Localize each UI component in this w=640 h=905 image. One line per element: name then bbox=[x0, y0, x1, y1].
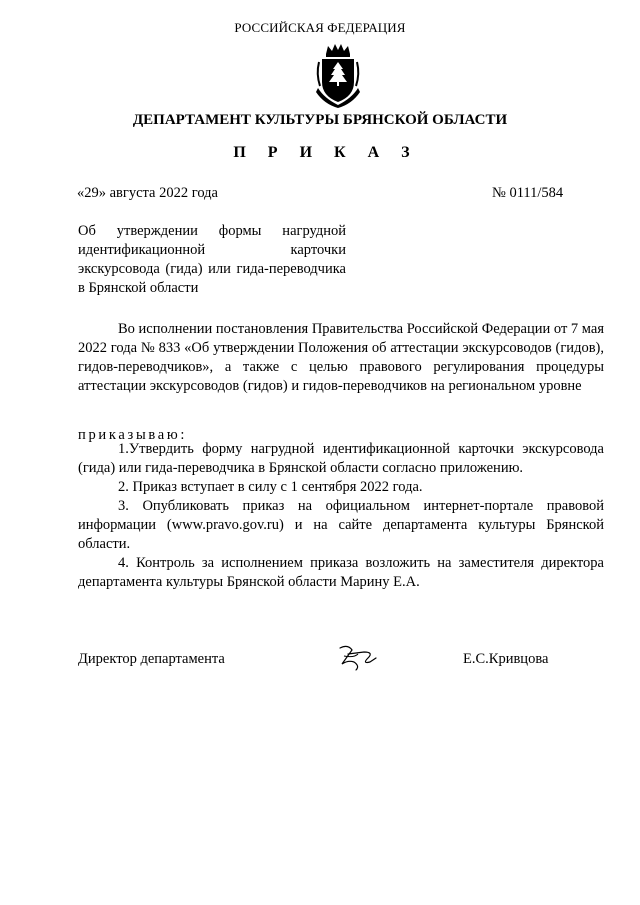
preamble-paragraph: Во исполнении постановления Правительства Российской Федерации от 7 мая 2022 года № 833 «Об утверждении Положения об аттестации экскурсоводов (гидов), гидов-переводчиков», а также с целью правового регулирования процедуры аттестации экскурсоводов (гидов) и гидов-переводчиков на региональном уровне bbox=[78, 321, 604, 394]
signatory-name: Е.С.Кривцова bbox=[463, 651, 549, 667]
handwritten-signature-icon bbox=[334, 640, 378, 674]
signatory-position: Директор департамента bbox=[78, 651, 225, 667]
order-number: № 0111/584 bbox=[492, 185, 564, 201]
order-subject: Об утверждении формы нагрудной идентификационной карточки экскурсовода (гида) или гида-переводчика в Брянской области bbox=[78, 223, 346, 296]
document-type-heading: П Р И К А З bbox=[233, 144, 419, 161]
order-item: 3. Опубликовать приказ на официальном интернет-портале правовой информации (www.pravo.gov.ru) и на сайте департамента культуры Брянской области. bbox=[78, 498, 604, 552]
country-heading: РОССИЙСКАЯ ФЕДЕРАЦИЯ bbox=[234, 20, 406, 35]
order-item: 1.Утвердить форму нагрудной идентификационной карточки экскурсовода (гида) или гида-переводчика в Брянской области согласно приложению. bbox=[78, 441, 604, 476]
orders-heading: приказываю: bbox=[78, 427, 188, 443]
order-date: «29» августа 2022 года bbox=[77, 185, 218, 201]
bryansk-coat-of-arms-icon bbox=[314, 44, 362, 108]
order-item: 4. Контроль за исполнением приказа возложить на заместителя директора департамента культуры Брянской области Марину Е.А. bbox=[78, 555, 604, 590]
order-item: 2. Приказ вступает в силу с 1 сентября 2022 года. bbox=[118, 479, 423, 495]
department-heading: ДЕПАРТАМЕНТ КУЛЬТУРЫ БРЯНСКОЙ ОБЛАСТИ bbox=[132, 112, 508, 128]
